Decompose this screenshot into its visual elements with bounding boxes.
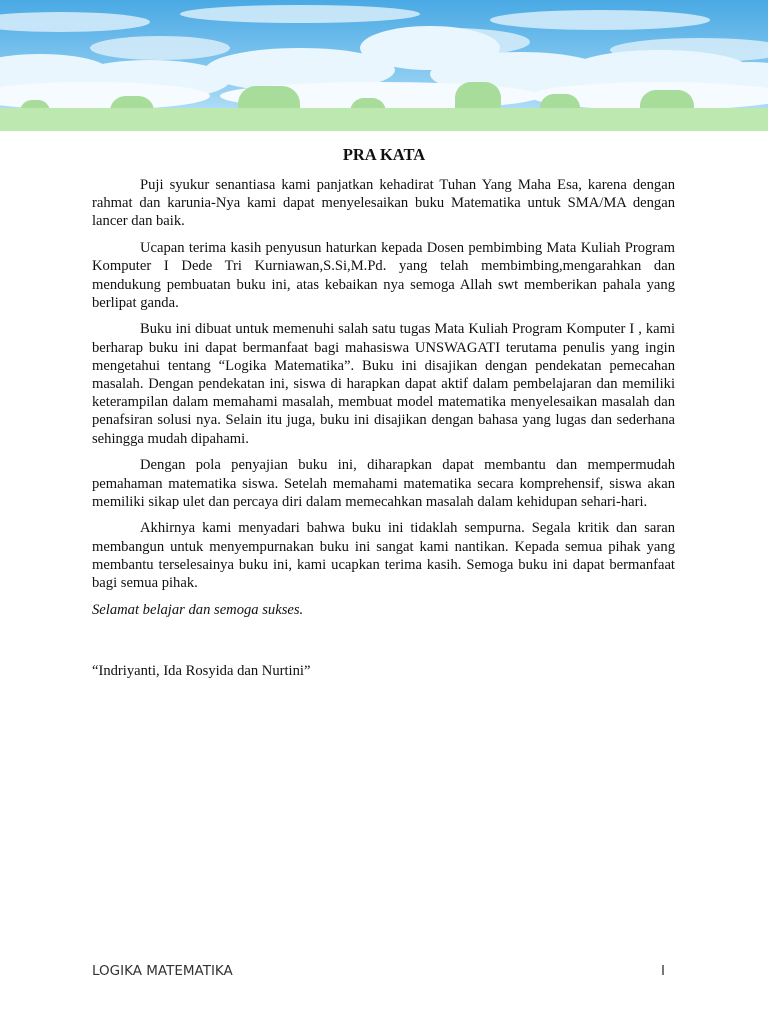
page-number: I	[661, 963, 665, 979]
paragraph: Dengan pola penyajian buku ini, diharapkan dapat membantu dan mempermudah pemahaman matematika siswa. Setelah memahami matematika secara komprehensif, siswa akan memiliki sikap ulet dan percaya diri dalam memecahkan masalah dalam kehidupan sehari-hari.	[92, 457, 675, 510]
author-signature: “Indriyanti, Ida Rosyida dan Nurtini”	[92, 662, 311, 679]
sky-cloud-banner	[0, 0, 768, 131]
paragraph: Ucapan terima kasih penyusun haturkan kepada Dosen pembimbing Mata Kuliah Program Komputer I Dede Tri Kurniawan,S.Si,M.Pd. yang telah membimbing,mengarahkan dan mendukung pembuatan buku ini, atas kebaikan nya semoga Allah swt memberikan pahala yang berlipat ganda.	[92, 240, 675, 311]
page-footer	[92, 963, 665, 979]
document-body	[92, 176, 675, 689]
paragraph: Puji syukur senantiasa kami panjatkan kehadirat Tuhan Yang Maha Esa, karena dengan rahmat dan karunia-Nya kami dapat menyelesaikan buku Matematika untuk SMA/MA dengan lancer dan baik.	[92, 177, 675, 230]
paragraph: Buku ini dibuat untuk memenuhi salah satu tugas Mata Kuliah Program Komputer I , kami berharap buku ini dapat bermanfaat bagi mahasiswa UNSWAGATI terutama penulis yang ingin mengetahui tentang “Logika Matematika”. Buku ini disajikan dengan pendekatan pemecahan masalah. Dengan pendekatan ini, siswa di harapkan dapat aktif dalam pembelajaran dan memiliki keterampilan dalam memahami masalah, membuat model matematika menyelesaikan masalah dan penafsiran solusi nya. Selain itu juga, buku ini disajikan dengan bahasa yang lugas dan sederhana sehingga mudah dipahami.	[92, 321, 675, 447]
footer-book-title: LOGIKA MATEMATIKA	[92, 963, 233, 979]
closing-line: Selamat belajar dan semoga sukses.	[92, 601, 304, 618]
page-title: PRA KATA	[342, 145, 426, 164]
paragraph: Akhirnya kami menyadari bahwa buku ini tidaklah sempurna. Segala kritik dan saran membangun untuk menyempurnakan buku ini sangat kami nantikan. Kepada semua pihak yang membantu terselesainya buku ini, kami ucapkan terima kasih. Semoga buku ini dapat bermanfaat bagi semua pihak.	[92, 520, 675, 592]
